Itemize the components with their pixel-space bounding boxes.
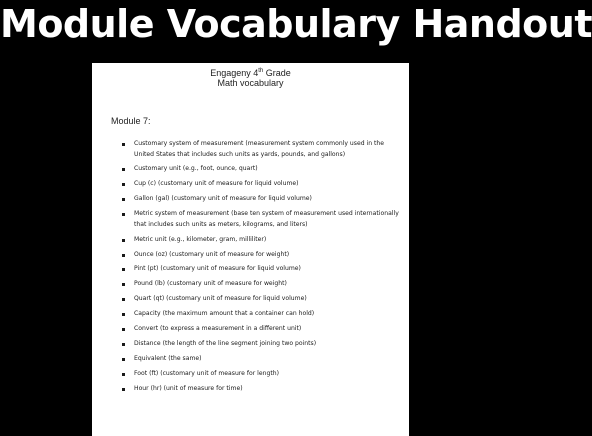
vocab-item — [92, 250, 409, 261]
vocab-item-text: Customary unit (e.g., foot, ounce, quart) — [134, 165, 258, 173]
bullet-icon — [122, 239, 125, 242]
bullet-icon — [122, 213, 125, 216]
bullet-icon — [122, 283, 125, 286]
bullet-icon — [122, 388, 125, 391]
bullet-icon — [122, 373, 125, 376]
vocab-item — [92, 164, 409, 175]
vocab-item — [92, 294, 409, 305]
vocab-item-text: Foot (ft) (customary unit of measure for length) — [134, 369, 279, 377]
bullet-icon — [122, 198, 125, 201]
bullet-icon — [122, 268, 125, 271]
bullet-icon — [122, 313, 125, 316]
vocab-item-text: Ounce (oz) (customary unit of measure for weight) — [134, 250, 290, 258]
handout-grade-line — [92, 68, 409, 78]
vocab-item — [92, 354, 409, 365]
handout-header — [92, 68, 409, 88]
vocab-item — [92, 324, 409, 335]
vocab-item — [92, 369, 409, 380]
vocab-item-text: Metric unit (e.g., kilometer, gram, milliliter) — [134, 235, 267, 243]
vocab-item-text: Metric system of measurement (base ten system of measurement used internationally that includes such units as meters, kilograms, and liters) — [134, 210, 399, 228]
vocab-item-text: Capacity (the maximum amount that a container can hold) — [134, 310, 315, 318]
vocabulary-list — [92, 139, 409, 398]
handout-grade-prefix: Engageny 4 — [210, 68, 259, 78]
handout-grade-suffix: Grade — [263, 68, 291, 78]
vocab-item-text: Hour (hr) (unit of measure for time) — [134, 384, 243, 392]
vocab-item — [92, 339, 409, 350]
bullet-icon — [122, 168, 125, 171]
vocab-item-text: Gallon (gal) (customary unit of measure for liquid volume) — [134, 195, 312, 203]
vocab-item-text: Customary system of measurement (measurement system commonly used in the United States that includes such units as yards, pounds, and gallons) — [134, 140, 385, 158]
vocab-item — [92, 279, 409, 290]
vocab-item — [92, 209, 409, 230]
bullet-icon — [122, 343, 125, 346]
module-heading: Module 7: — [111, 116, 151, 126]
vocab-item — [92, 384, 409, 395]
vocab-item-text: Pound (lb) (customary unit of measure for weight) — [134, 280, 287, 288]
vocab-item — [92, 264, 409, 275]
handout-subtitle: Math vocabulary — [217, 78, 284, 88]
vocab-item-text: Distance (the length of the line segment joining two points) — [134, 339, 317, 347]
bullet-icon — [122, 358, 125, 361]
vocab-item-text: Convert (to express a measurement in a different unit) — [134, 324, 302, 332]
bullet-icon — [122, 143, 125, 146]
vocab-item — [92, 139, 409, 160]
vocab-item-text: Equivalent (the same) — [134, 354, 202, 362]
bullet-icon — [122, 298, 125, 301]
vocab-item-text: Quart (qt) (customary unit of measure for liquid volume) — [134, 295, 307, 303]
vocab-item — [92, 179, 409, 190]
vocab-item — [92, 235, 409, 246]
bullet-icon — [122, 328, 125, 331]
vocab-item-text: Pint (pt) (customary unit of measure for liquid volume) — [134, 265, 301, 273]
bullet-icon — [122, 183, 125, 186]
slide-title: Module Vocabulary Handout — [0, 2, 592, 46]
vocab-item — [92, 309, 409, 320]
bullet-icon — [122, 254, 125, 257]
vocab-item-text: Cup (c) (customary unit of measure for liquid volume) — [134, 180, 299, 188]
vocab-item — [92, 194, 409, 205]
vocabulary-handout — [92, 63, 409, 436]
handout-grade-superscript: th — [258, 68, 264, 74]
